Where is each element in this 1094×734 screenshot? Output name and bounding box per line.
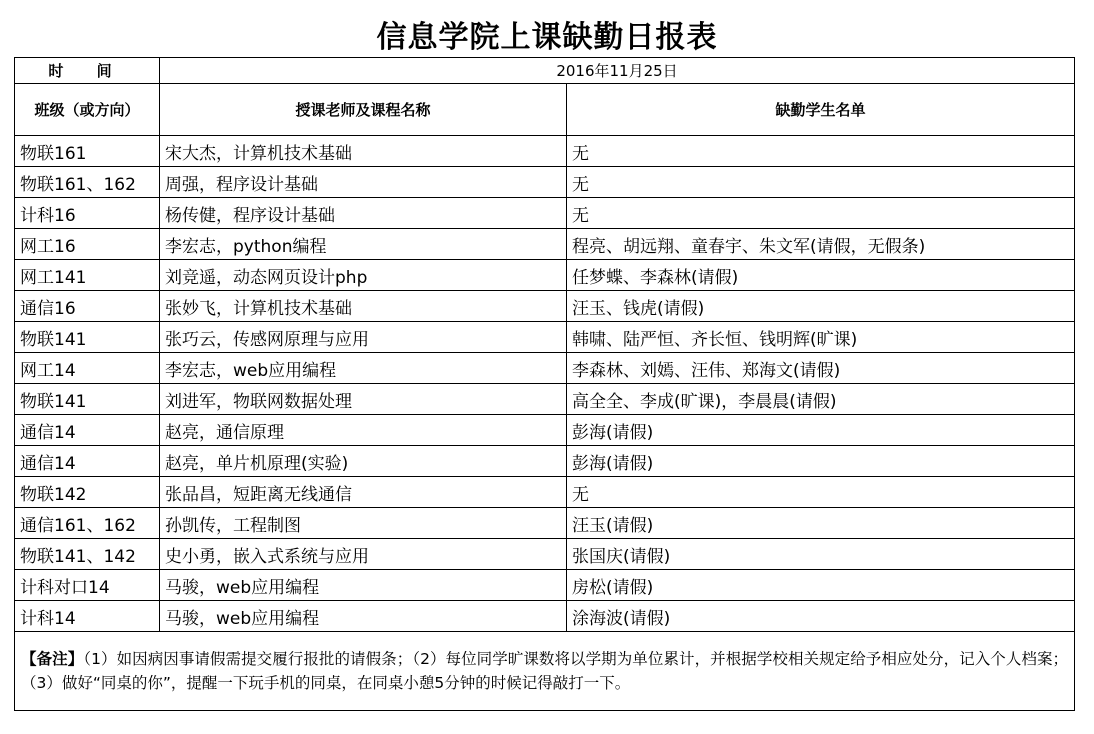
- absent-students-cell: 汪玉(请假): [567, 508, 1075, 539]
- class-cell: 物联141、142: [15, 539, 160, 570]
- teacher-course-cell: 赵亮，通信原理: [160, 415, 567, 446]
- table-row: [15, 539, 1075, 570]
- absent-students-cell: 涂海波(请假): [567, 601, 1075, 632]
- teacher-course-cell: 李宏志，python编程: [160, 229, 567, 260]
- teacher-course-cell: 刘竞遥，动态网页设计php: [160, 260, 567, 291]
- class-cell: 通信14: [15, 415, 160, 446]
- class-column-header: 班级（或方向）: [15, 84, 160, 136]
- table-row: [15, 384, 1075, 415]
- class-cell: 通信161、162: [15, 508, 160, 539]
- absent-students-cell: 李森林、刘嫣、汪伟、郑海文(请假): [567, 353, 1075, 384]
- table-row: [15, 415, 1075, 446]
- teacher-course-cell: 史小勇，嵌入式系统与应用: [160, 539, 567, 570]
- time-row: [15, 58, 1075, 84]
- absent-students-cell: 无: [567, 477, 1075, 508]
- absent-students-cell: 房松(请假): [567, 570, 1075, 601]
- table-row: [15, 477, 1075, 508]
- table-row: [15, 198, 1075, 229]
- absent-students-cell: 程亮、胡远翔、童春宇、朱文军(请假，无假条): [567, 229, 1075, 260]
- absent-students-cell: 张国庆(请假): [567, 539, 1075, 570]
- class-cell: 计科14: [15, 601, 160, 632]
- table-row: [15, 322, 1075, 353]
- class-cell: 物联161、162: [15, 167, 160, 198]
- absent-students-cell: 汪玉、钱虎(请假): [567, 291, 1075, 322]
- attendance-table: [14, 57, 1075, 711]
- teacher-course-cell: 马骏，web应用编程: [160, 601, 567, 632]
- table-row: [15, 136, 1075, 167]
- time-label: 时 间: [15, 58, 160, 84]
- report-date: 2016年11月25日: [160, 58, 1075, 84]
- teacher-course-cell: 张品昌，短距离无线通信: [160, 477, 567, 508]
- teacher-course-cell: 孙凯传，工程制图: [160, 508, 567, 539]
- class-cell: 物联141: [15, 384, 160, 415]
- teacher-course-cell: 刘进军，物联网数据处理: [160, 384, 567, 415]
- table-row: [15, 446, 1075, 477]
- absent-students-cell: 任梦蝶、李森林(请假): [567, 260, 1075, 291]
- absent-students-cell: 彭海(请假): [567, 415, 1075, 446]
- class-cell: 通信14: [15, 446, 160, 477]
- teacher-course-cell: 李宏志，web应用编程: [160, 353, 567, 384]
- class-cell: 计科对口14: [15, 570, 160, 601]
- absent-column-header: 缺勤学生名单: [567, 84, 1075, 136]
- column-header-row: [15, 84, 1075, 136]
- table-row: [15, 167, 1075, 198]
- remarks: [15, 632, 1075, 711]
- table-row: [15, 291, 1075, 322]
- class-cell: 网工14: [15, 353, 160, 384]
- class-cell: 计科16: [15, 198, 160, 229]
- class-cell: 网工16: [15, 229, 160, 260]
- teacher-course-cell: 赵亮，单片机原理(实验): [160, 446, 567, 477]
- class-cell: 通信16: [15, 291, 160, 322]
- table-row: [15, 229, 1075, 260]
- teacher-course-cell: 周强，程序设计基础: [160, 167, 567, 198]
- note-row: [15, 632, 1075, 711]
- absent-students-cell: 无: [567, 136, 1075, 167]
- remarks-text: （1）如因病因事请假需提交履行报批的请假条；（2）每位同学旷课数将以学期为单位累计，并根据学校相关规定给予相应处分，记入个人档案；（3）做好“同桌的你”，提醒一下玩手机的同桌，在同桌小憩5分钟的时候记得敲打一下。: [21, 650, 1069, 692]
- remarks-label: 【备注】: [21, 650, 84, 668]
- table-row: [15, 260, 1075, 291]
- teacher-course-cell: 宋大杰，计算机技术基础: [160, 136, 567, 167]
- class-cell: 网工141: [15, 260, 160, 291]
- class-cell: 物联161: [15, 136, 160, 167]
- absent-students-cell: 韩啸、陆严恒、齐长恒、钱明辉(旷课): [567, 322, 1075, 353]
- teacher-course-cell: 马骏，web应用编程: [160, 570, 567, 601]
- report-title: 信息学院上课缺勤日报表: [376, 20, 718, 55]
- teacher-course-cell: 张巧云，传感网原理与应用: [160, 322, 567, 353]
- class-cell: 物联141: [15, 322, 160, 353]
- absent-students-cell: 无: [567, 167, 1075, 198]
- table-row: [15, 570, 1075, 601]
- table-row: [15, 353, 1075, 384]
- table-row: [15, 508, 1075, 539]
- teacher-course-cell: 张妙飞，计算机技术基础: [160, 291, 567, 322]
- table-row: [15, 601, 1075, 632]
- class-cell: 物联142: [15, 477, 160, 508]
- absent-students-cell: 彭海(请假): [567, 446, 1075, 477]
- absent-students-cell: 无: [567, 198, 1075, 229]
- teacher-course-column-header: 授课老师及课程名称: [160, 84, 567, 136]
- teacher-course-cell: 杨传健，程序设计基础: [160, 198, 567, 229]
- absent-students-cell: 高全全、李成(旷课)，李晨晨(请假): [567, 384, 1075, 415]
